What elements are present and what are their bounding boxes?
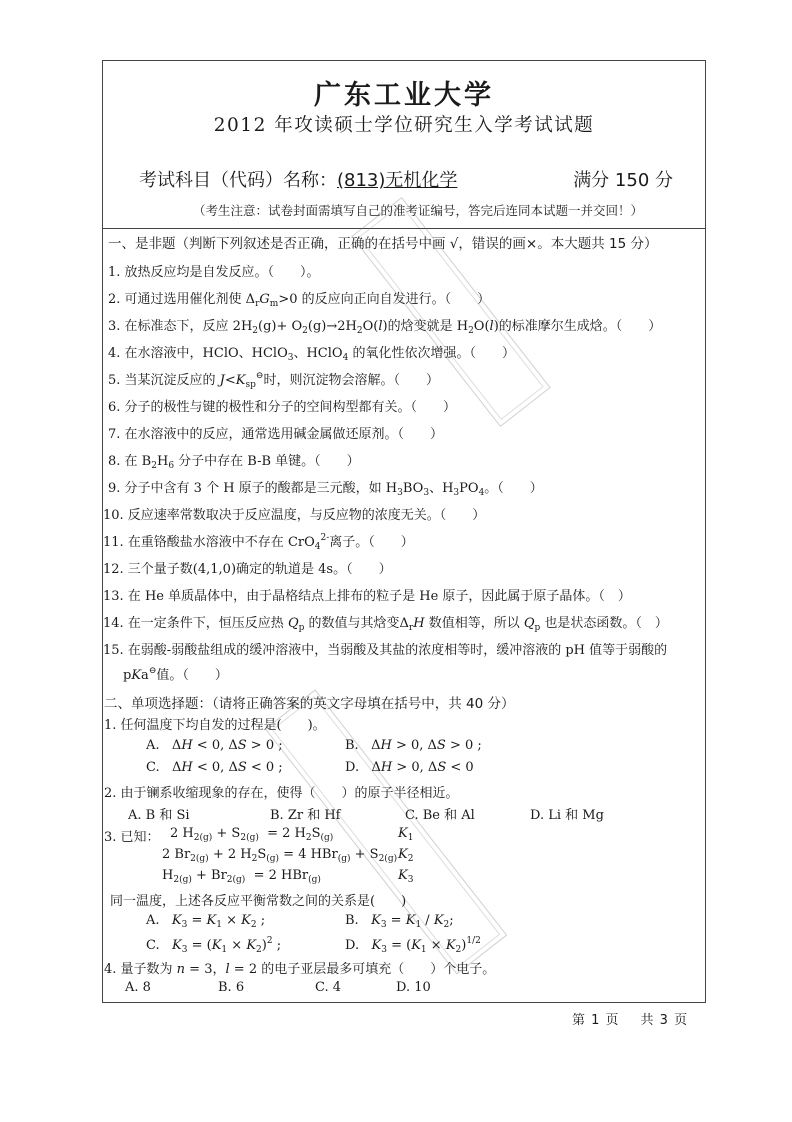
mc-q1-option-b: B. ΔH > 0, ΔS > 0 ; — [345, 738, 482, 753]
mc-q1-option-d: D. ΔH > 0, ΔS < 0 — [345, 760, 474, 775]
mc-q3-option-b: B. $K_3 = K_1 / K_2$; — [345, 913, 454, 930]
mc-q2-option-a: A. B 和 Si — [128, 808, 190, 823]
page-total: 共 3 页 — [640, 1013, 688, 1028]
candidate-notice: （考生注意：试卷封面需填写自己的准考证编号，答完后连同本试题一并交回！） — [193, 203, 644, 218]
mc-q3-option-d: D. $K_3 = (K_1 \times K_2)^{1/2}$ — [345, 936, 481, 955]
subject-label: 考试科目（代码）名称： — [139, 170, 337, 191]
mc-q4-option-a: A. 8 — [125, 980, 151, 995]
mc-q4-option-d: D. 10 — [396, 980, 431, 995]
tf-question-15: 15. 在弱酸-弱酸盐组成的缓冲溶液中，当弱酸及其盐的浓度相等时，缓冲溶液的 pH 值等于弱酸的 — [103, 643, 668, 658]
tf-question-10: 10. 反应速率常数取决于反应温度，与反应物的浓度无关。（ ） — [103, 508, 486, 523]
mc-q3-reaction-2: 2 $Br_{2(g)} + 2$ $H_2S_{(g)} = 4$ $HBr_{(g)} + S_{2(g)}$ — [162, 847, 398, 864]
mc-q2-option-d: D. Li 和 Mg — [530, 808, 604, 823]
mc-q3-k2: $K_2$ — [398, 847, 414, 864]
tf-question-4: 4. 在水溶液中，HClO、HClO$_3$、HClO$_4$ 的氧化性依次增强。（ ） — [108, 346, 515, 363]
tf-question-7: 7. 在水溶液中的反应，通常选用碱金属做还原剂。（ ） — [108, 427, 444, 442]
tf-question-15-cont: pKa⊖值。（ ） — [123, 666, 228, 683]
mc-q1-stem: 1. 任何温度下均自发的过程是( )。 — [104, 718, 326, 733]
mc-q4-option-c: C. 4 — [315, 980, 342, 995]
tf-question-13: 13. 在 He 单质晶体中，由于晶格结点上排布的粒子是 He 原子，因此属于原子晶体。（ ） — [103, 589, 631, 604]
tf-question-11: 11. 在重铬酸盐水溶液中不存在 CrO$_4^{2-}$离子。（ ） — [103, 533, 414, 552]
full-score: 满分 150 分 — [573, 170, 673, 191]
mc-q3-reaction-3: $H_{2(g)} + Br_{2(g)} = 2$ HBr$_{(g)}$ — [162, 868, 321, 885]
subject-line — [139, 166, 457, 192]
mc-q2-option-c: C. Be 和 Al — [405, 808, 475, 823]
section1-title: 一、是非题（判断下列叙述是否正确，正确的在括号中画 √，错误的画×。本大题共 15 分） — [108, 236, 658, 252]
subject-code-name: (813)无机化学 — [337, 170, 458, 191]
mc-q2-option-b: B. Zr 和 Hf — [270, 808, 341, 823]
mc-q1-option-c: C. ΔH < 0, ΔS < 0 ; — [146, 760, 283, 775]
mc-q3-k3: $K_3$ — [398, 868, 414, 885]
exam-title: 2012 年攻读硕士学位研究生入学考试试题 — [213, 115, 595, 136]
tf-question-8: 8. 在 $B_2H_6$ 分子中存在 B-B 单键。（ ） — [108, 454, 360, 471]
mc-q1-option-a: A. ΔH < 0, ΔS > 0 ; — [146, 738, 283, 753]
mc-q4-stem: 4. 量子数为 n = 3，l = 2 的电子亚层最多可填充（ ）个电子。 — [104, 962, 496, 977]
mc-q3-stem: 同一温度，上述各反应平衡常数之间的关系是( ) — [110, 894, 407, 909]
page-number: 第 1 页 — [572, 1013, 619, 1028]
tf-question-5: 5. 当某沉淀反应的 $J<K_{sp}^⊖$时，则沉淀物会溶解。（ ） — [108, 371, 439, 390]
mc-q2-stem: 2. 由于镧系收缩现象的存在，使得（ ）的原子半径相近。 — [104, 786, 459, 801]
university-name: 广东工业大学 — [314, 80, 494, 111]
mc-q3-k1: $K_1$ — [398, 826, 414, 843]
mc-q3-option-c: C. $K_3 = (K_1 \times K_2)^2$ ; — [146, 936, 282, 955]
tf-question-2: 2. 可通过选用催化剂使 $\Delta_rG_m>0$ 的反应向正向自发进行。（ ） — [108, 292, 491, 309]
mc-q3-reaction-1: 2 $H_{2(g)} + S_{2(g)} = 2$ $H_2S_{(g)}$ — [170, 826, 334, 843]
mc-q3-label: 3. 已知： — [104, 830, 160, 845]
tf-question-14: 14. 在一定条件下，恒压反应热 $Q_p$ 的数值与其焓变$\Delta_rH$ 数值相等，所以 $Q_p$ 也是状态函数。（ ） — [103, 616, 668, 633]
tf-question-3: 3. 在标准态下，反应 $2H_2(g)+ O_2(g)\to 2H_2O(l)$的焓变就是 $H_2O(l)$的标准摩尔生成焓。（ ） — [108, 319, 662, 336]
section2-title: 二、单项选择题：（请将正确答案的英文字母填在括号中，共 40 分） — [104, 696, 515, 712]
tf-question-6: 6. 分子的极性与键的极性和分子的空间构型都有关。（ ） — [108, 400, 457, 415]
header-divider — [103, 228, 705, 229]
tf-question-9: 9. 分子中含有 3 个 H 原子的酸都是三元酸，如 $H_3BO_3$、$H_3PO_4$。（ ） — [108, 481, 543, 498]
tf-question-1: 1. 放热反应均是自发反应。（ ）。 — [108, 265, 320, 280]
tf-question-12: 12. 三个量子数(4,1,0)确定的轨道是 4s。（ ） — [103, 562, 392, 577]
page-footer — [572, 1009, 687, 1028]
mc-q4-option-b: B. 6 — [218, 980, 245, 995]
mc-q3-option-a: A. $K_3 = K_1 \times K_2$ ; — [146, 913, 266, 930]
